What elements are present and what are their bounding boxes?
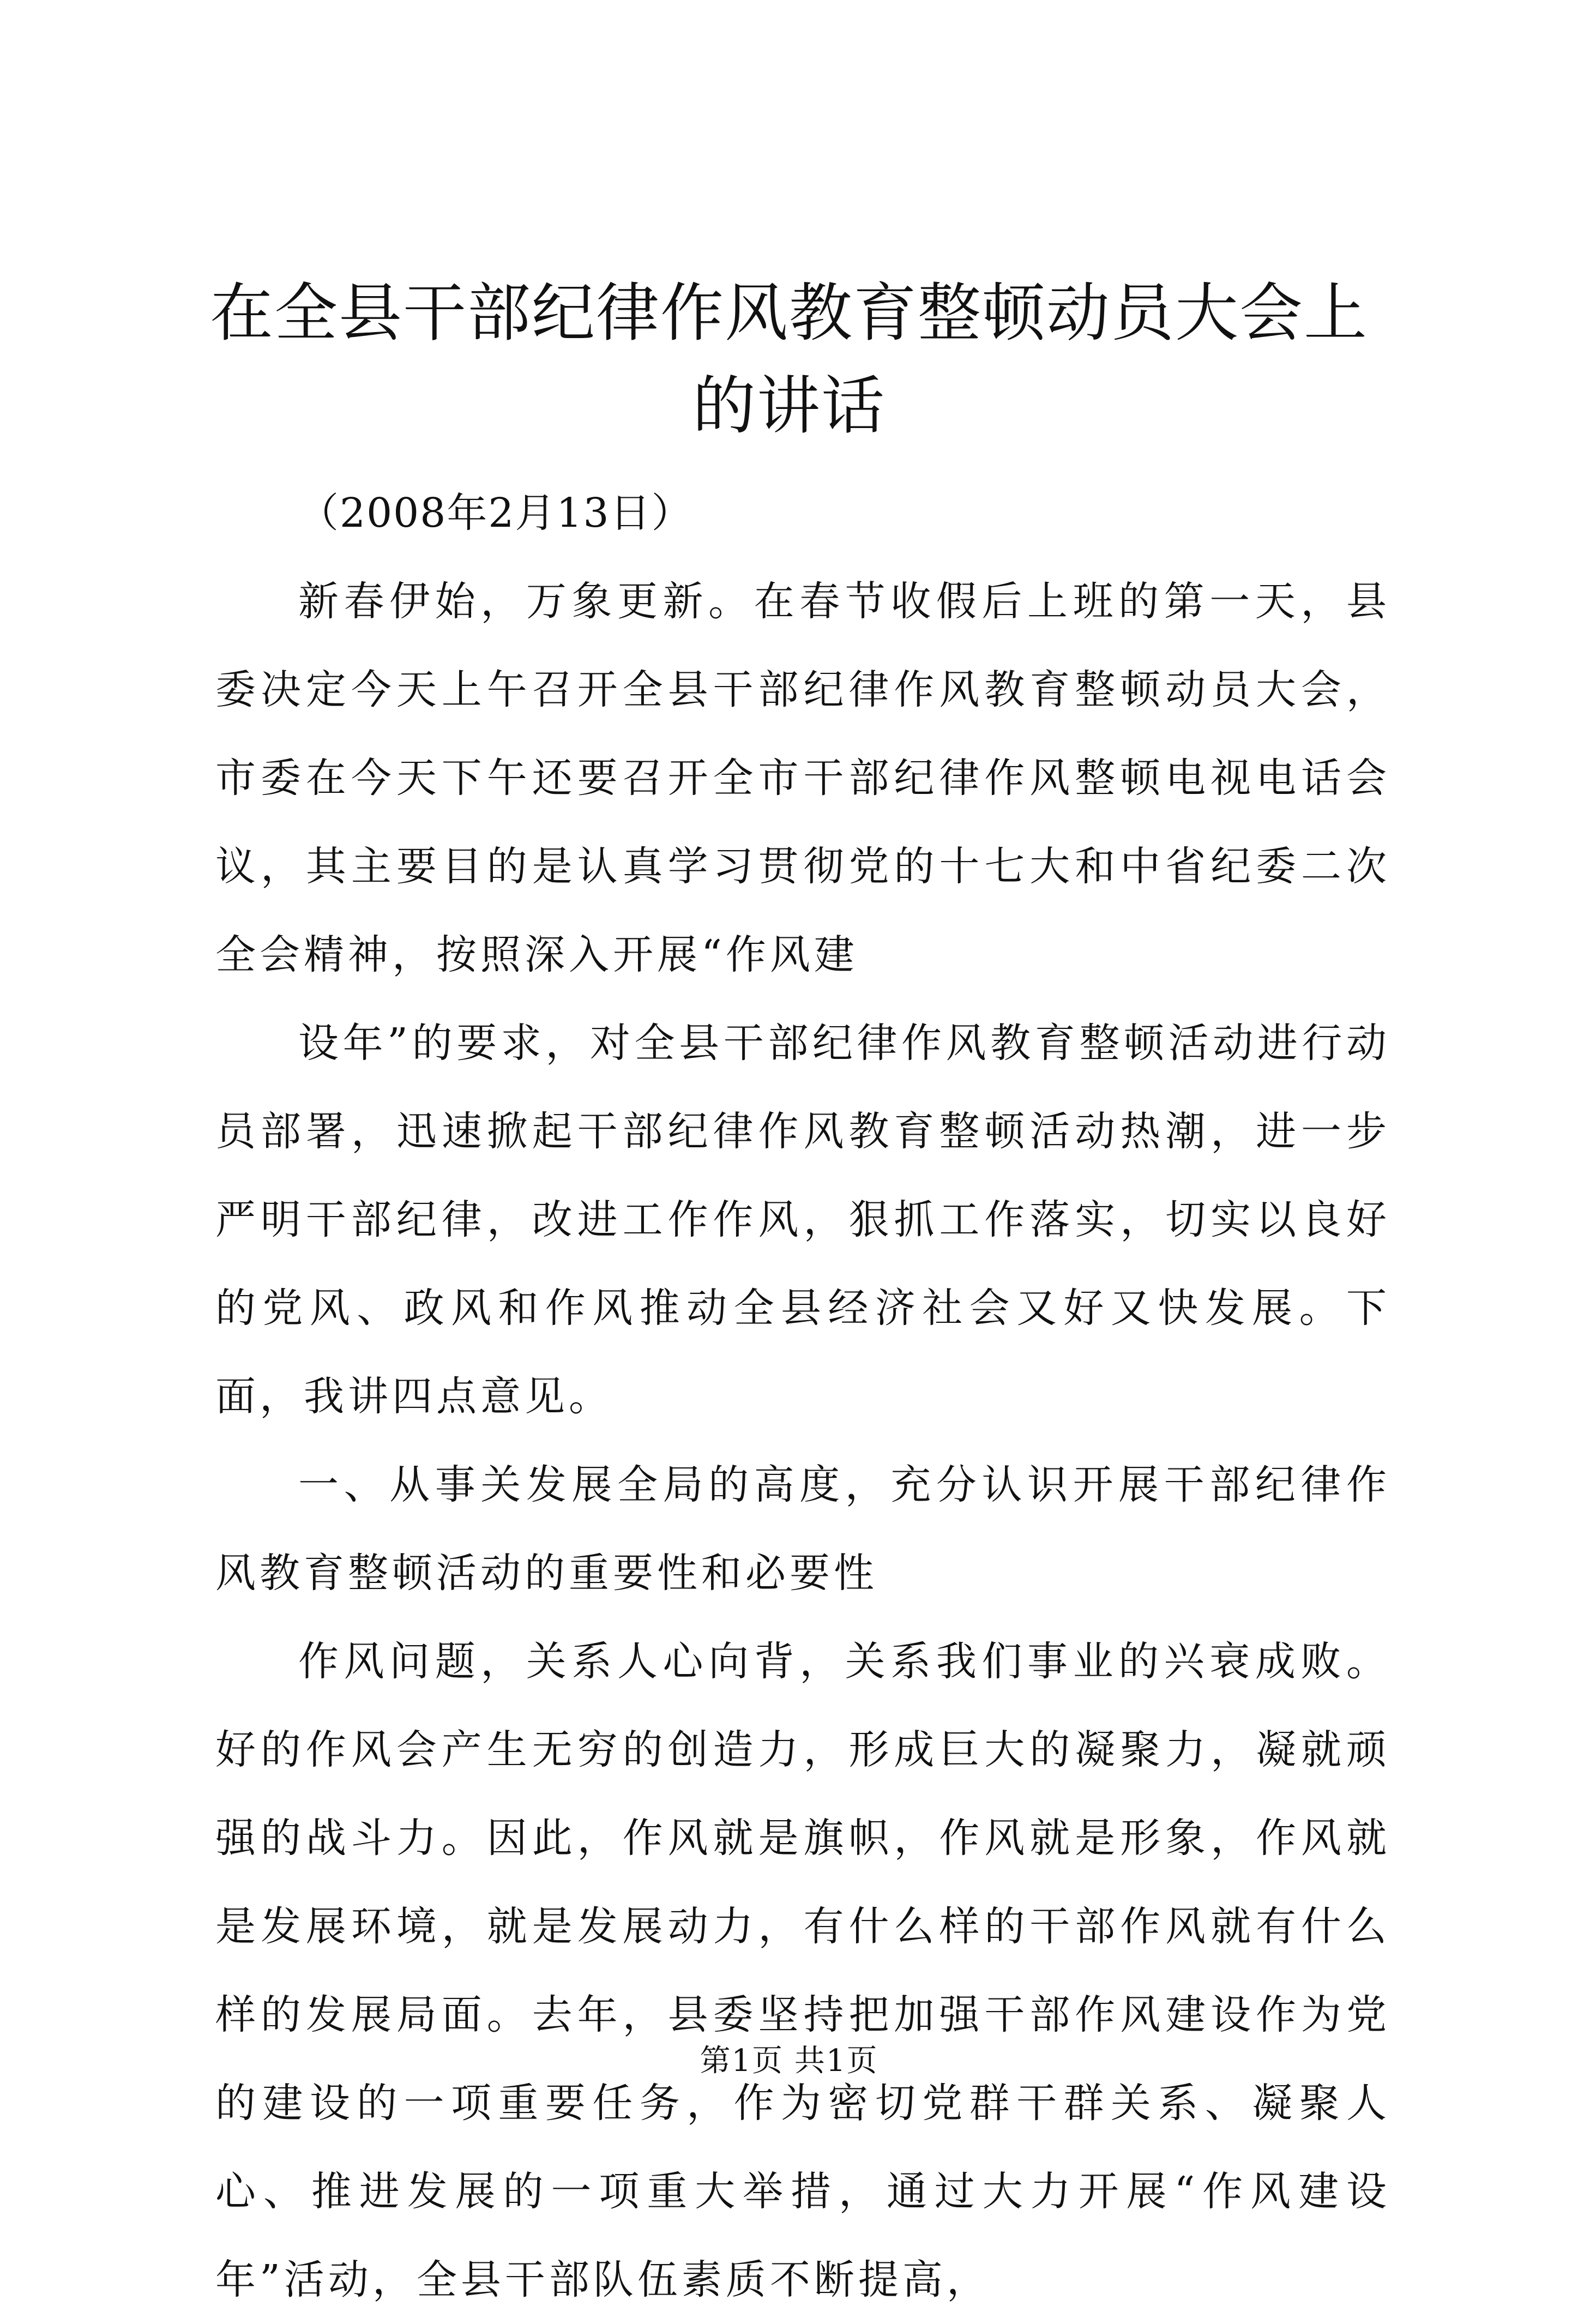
document-title: 在全县干部纪律作风教育整顿动员大会上的讲话	[210, 276, 1368, 443]
page-footer: 第1页 共1页	[700, 2043, 878, 2079]
section-heading: 一、从事关发展全局的高度，充分认识开展干部纪律作风教育整顿活动的重要性和必要性	[215, 1461, 1390, 1597]
body-paragraph: 新春伊始，万象更新。在春节收假后上班的第一天，县委决定今天上午召开全县干部纪律作风教育整顿动员大会，市委在今天下午还要召开全市干部纪律作风整顿电视电话会议，其主要目的是认真学习贯彻党的十七大和中省纪委二次全会精神，按照深入开展“作风建	[215, 578, 1390, 978]
speech-date: （2008年2月13日）	[298, 490, 693, 537]
body-paragraph: 作风问题，关系人心向背，关系我们事业的兴衰成败。好的作风会产生无穷的创造力，形成巨大的凝聚力，凝就顽强的战斗力。因此，作风就是旗帜，作风就是形象，作风就是发展环境，就是发展动力，有什么样的干部作风就有什么样的发展局面。去年，县委坚持把加强干部作风建设作为党的建设的一项重要任务，作为密切党群干群关系、凝聚人心、推进发展的一项重大举措，通过大力开展“作风建设年”活动，全县干部队伍素质不断提高，	[215, 1638, 1390, 2303]
body-paragraph: 设年”的要求，对全县干部纪律作风教育整顿活动进行动员部署，迅速掀起干部纪律作风教育整顿活动热潮，进一步严明干部纪律，改进工作作风，狠抓工作落实，切实以良好的党风、政风和作风推动全县经济社会又好又快发展。下面，我讲四点意见。	[215, 1020, 1390, 1420]
